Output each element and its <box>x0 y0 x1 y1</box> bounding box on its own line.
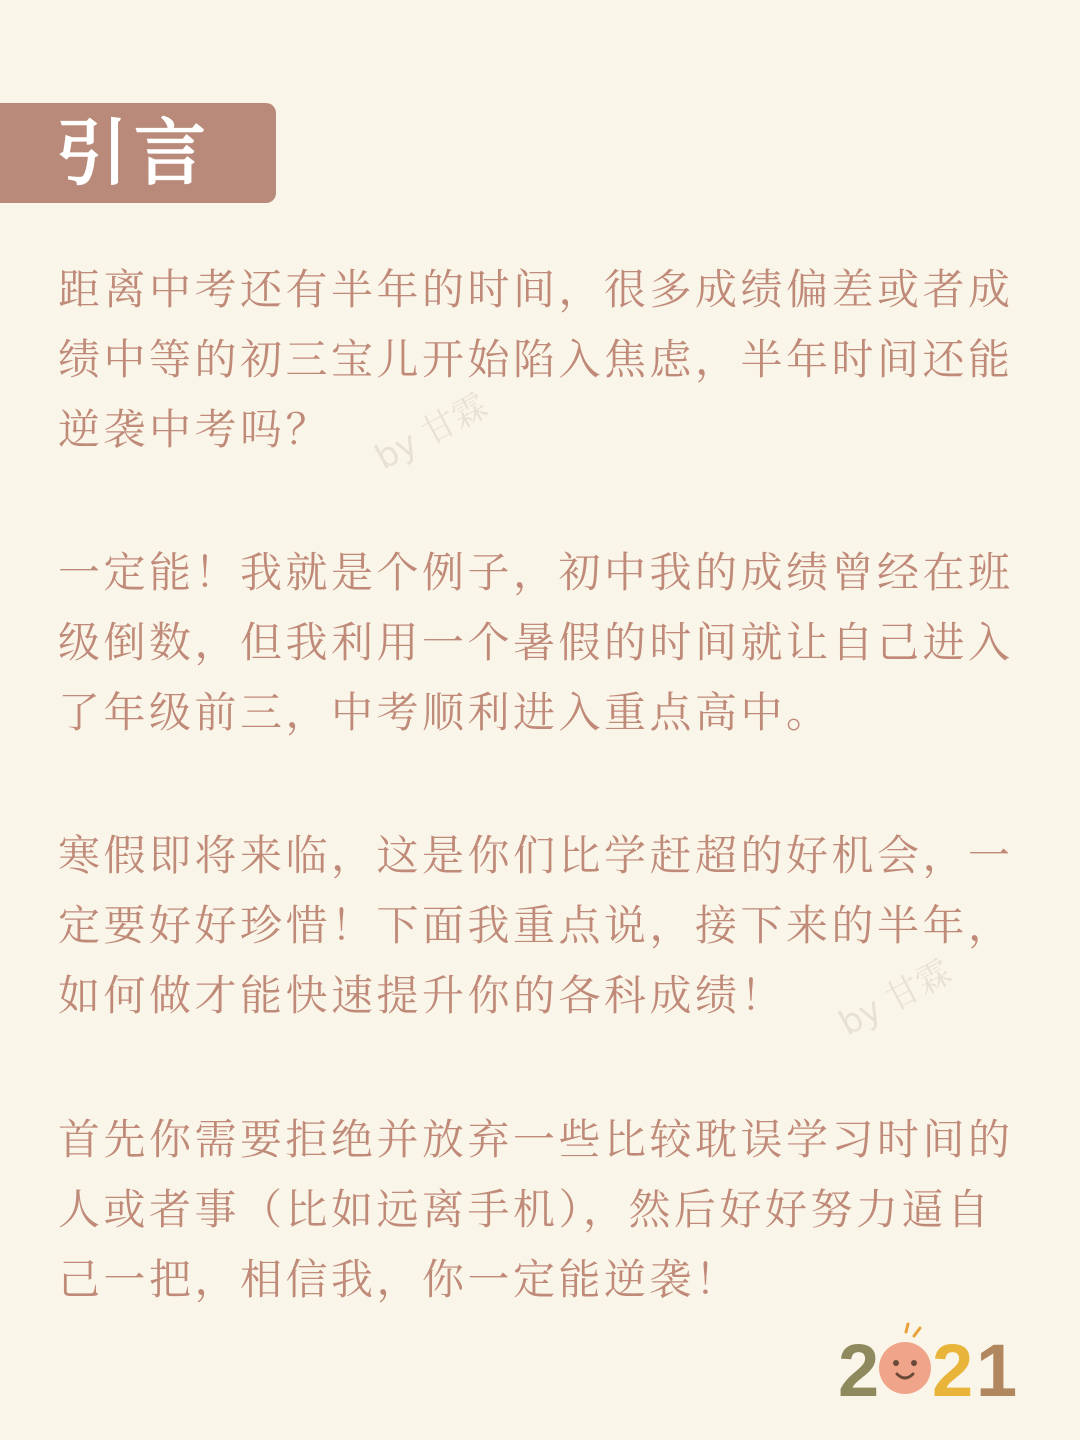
page-title: 引言 <box>56 110 213 195</box>
svg-text:1: 1 <box>976 1329 1018 1402</box>
paragraph-example: 一定能！我就是个例子，初中我的成绩曾经在班级倒数，但我利用一个暑假的时间就让自己进入了年级前三，中考顺利进入重点高中。 <box>58 548 1014 737</box>
svg-text:2: 2 <box>838 1329 880 1402</box>
title-badge <box>0 103 276 203</box>
watermark: by 甘霖 <box>832 952 958 1045</box>
watermark: by 甘霖 <box>368 386 494 479</box>
svg-text:2: 2 <box>932 1329 974 1402</box>
paragraph-intro: 距离中考还有半年的时间，很多成绩偏差或者成绩中等的初三宝儿开始陷入焦虑，半年时间还能逆袭中考吗？ <box>58 265 1014 454</box>
year-2021-logo <box>836 1322 1026 1402</box>
paragraph-winter-break: 寒假即将来临，这是你们比学赶超的好机会，一定要好好珍惜！下面我重点说，接下来的半年，如何做才能快速提升你的各科成绩！ <box>58 831 1014 1020</box>
paragraph-advice: 首先你需要拒绝并放弃一些比较耽误学习时间的人或者事（比如远离手机），然后好好努力逼自己一把，相信我，你一定能逆袭！ <box>58 1115 1014 1304</box>
